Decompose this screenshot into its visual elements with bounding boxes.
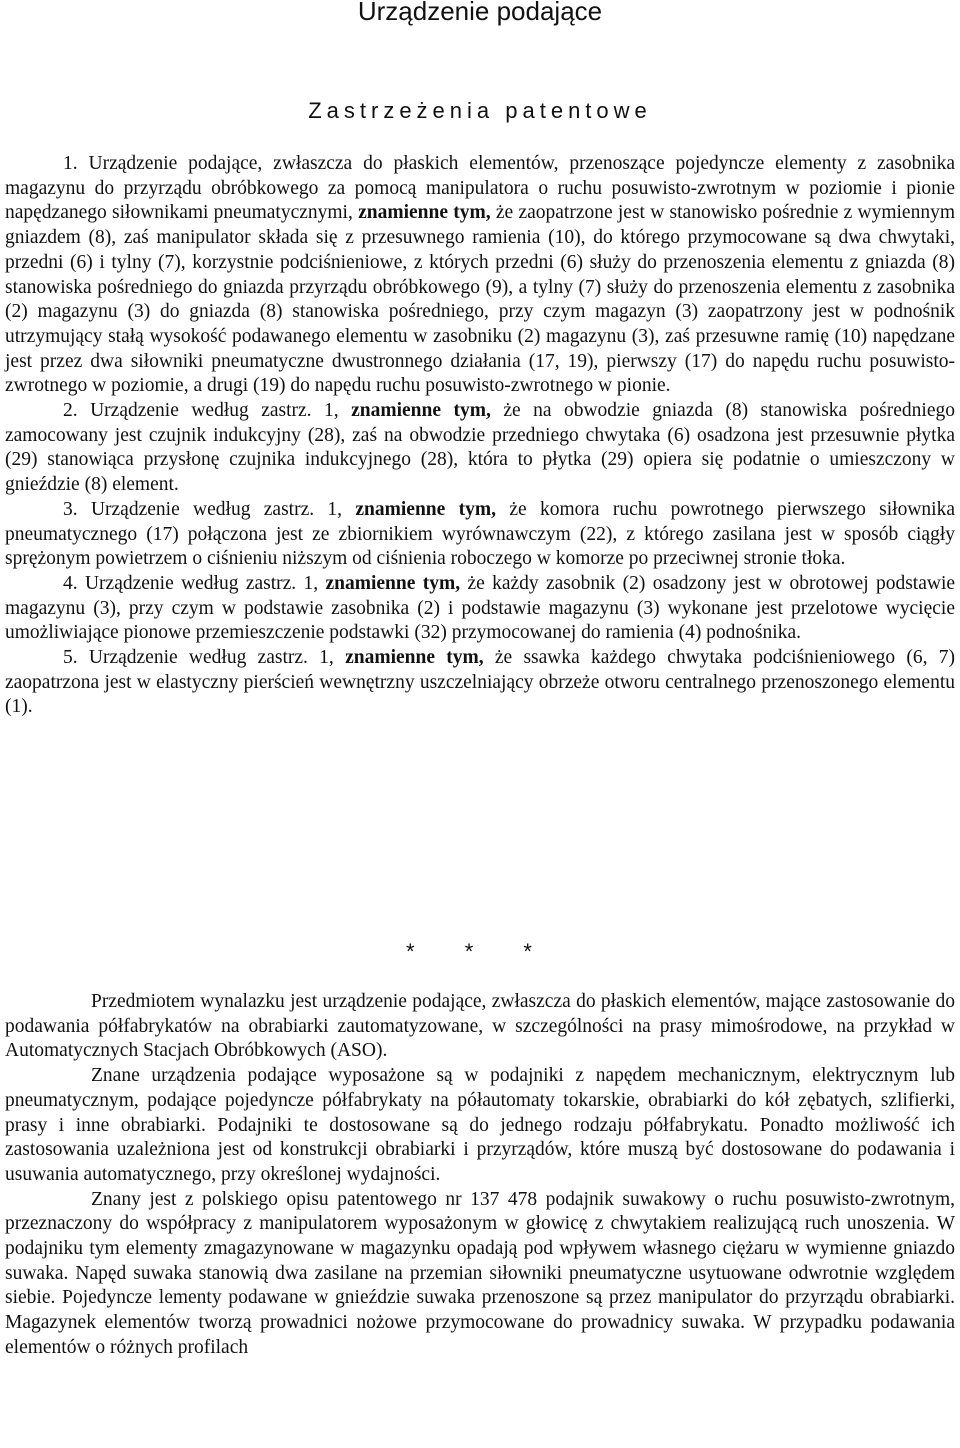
claim-text: że zaopatrzone jest w stanowisko pośrednie z wymiennym gniazdem (8), zaś manipulator składa się z przesuwnego ramienia (10), do którego przymocowane są dwa chwytaki, przedni (6) i tylny (7), korzystnie podciśnieniowe, z których przedni (6) służy do przenoszenia elementu z gniazda (8) stanowiska pośredniego do gniazda przyrządu obróbkowego (9), a tylny (7) służy do przenoszenia elementu z zasobnika (2) magazynu (3) do gniazda (8) stanowiska pośredniego, przy czym magazyn (3) zaopatrzony jest w podnośnik utrzymujący stałą wysokość podawanego elementu w zasobniku (2) magazynu (3), zaś przesuwne ramię (10) napędzane jest przez dwa siłowniki pneumatyczne dwustronnego działania (17, 19), pierwszy (17) do napędu ruchu posuwisto-zwrotnego w poziomie, a drugi (19) do napędu ruchu posuwisto-zwrotnego w pionie. [5, 202, 955, 397]
claims-list [5, 152, 955, 720]
description [5, 990, 955, 1361]
section-separator: * * * [406, 939, 554, 964]
claim-keyword: znamienne tym, [358, 202, 491, 224]
claim-4 [5, 572, 955, 646]
claim-5 [5, 646, 955, 720]
claim-lead: 4. Urządzenie według zastrz. 1, [63, 572, 319, 594]
description-paragraph: Znany jest z polskiego opisu patentowego nr 137 478 podajnik suwakowy o ruchu posuwisto-zwrotnym, przeznaczony do współpracy z manipulatorem wyposażonym w głowicę z chwytakiem realizującą ruch unoszenia. W podajniku tym elementy zmagazynowane w magazynku opadają pod wpływem własnego ciężaru w wymienne gniazdo suwaka. Napęd suwaka stanowią dwa zasilane na przemian siłowniki pneumatyczne usytuowane odwrotnie względem siebie. Pojedyncze lementy podawane w gnieździe suwaka przenoszone są przez manipulator do przyrządu obrabiarki. Magazynek elementów tworzą prowadnici nożowe przymocowane do prowadnicy suwaka. W przypadku podawania elementów o różnych profilach [5, 1188, 955, 1358]
claim-keyword: znamienne tym, [355, 498, 496, 520]
claim-2 [5, 399, 955, 498]
claim-lead: 3. Urządzenie według zastrz. 1, [63, 498, 343, 520]
description-paragraph: Znane urządzenia podające wyposażone są w podajniki z napędem mechanicznym, elektrycznym lub pneumatycznym, podające pojedyncze półfabrykaty na półautomaty tokarskie, obrabiarki do kół zębatych, szlifierki, prasy i inne obrabiarki. Podajniki te dostosowane są do jednego rodzaju półfabrykatu. Ponadto możliwość ich zastosowania uzależniona jest od konstrukcji obrabiarki i przyrządów, które muszą być dostosowane do podawania i usuwania automatycznego, przy określonej wydajności. [5, 1065, 955, 1185]
claim-lead: 1. Urządzenie podające, zwłaszcza do płaskich elementów, przenoszące pojedyncze elementy z zasobnika magazynu do przyrządu obróbkowego za pomocą manipulatora o ruchu posuwisto-zwrotnym w poziomie i pionie napędzanego siłownikami pneumatycznymi, [5, 153, 955, 224]
claim-text: że komora ruchu powrotnego pierwszego siłownika pneumatycznego (17) połączona jest ze zbiornikiem wyrównawczym (22), z którego zasilana jest w sposób ciągły sprężonym powietrzem o ciśnieniu niższym od ciśnienia roboczego w komorze po przeciwnej stronie tłoka. [5, 498, 955, 570]
document-title: Urządzenie podające [357, 0, 603, 26]
claim-text: że na obwodzie gniazda (8) stanowiska pośredniego zamocowany jest czujnik indukcyjny (28), zaś na obwodzie przedniego chwytaka (6) osadzona jest przesuwnie płytka (29) stanowiąca przysłonę czujnika indukcyjnego (28), która to płytka (29) opiera się podatnie o umieszczony w gnieździe (8) element. [5, 400, 955, 496]
section-heading: Zastrzeżenia patentowe [308, 98, 652, 123]
claim-keyword: znamienne tym, [351, 400, 491, 422]
claim-text: że ssawka każdego chwytaka podciśnieniowego (6, 7) zaopatrzona jest w elastyczny pierścień wewnętrzny uszczelniający obrzeże otworu centralnego przenoszonego elementu (1). [5, 647, 956, 718]
claim-1 [5, 152, 955, 399]
claim-text: że każdy zasobnik (2) osadzony jest w obrotowej podstawie magazynu (3), przy czym w podstawie zasobnika (2) i podstawie magazynu (3) wykonane jest przelotowe wycięcie umożliwiające pionowe przemieszczenie podstawki (32) przymocowanej do ramienia (4) podnośnika. [5, 572, 956, 644]
claim-lead: 5. Urządzenie według zastrz. 1, [63, 647, 334, 669]
claim-lead: 2. Urządzenie według zastrz. 1, [63, 400, 339, 422]
claim-keyword: znamienne tym, [345, 647, 484, 669]
description-paragraph: Przedmiotem wynalazku jest urządzenie podające, zwłaszcza do płaskich elementów, mające zastosowanie do podawania półfabrykatów na obrabiarki zautomatyzowane, w szczególności na prasy mimośrodowe, na przykład w Automatycznych Stacjach Obróbkowych (ASO). [5, 991, 955, 1062]
claim-3 [5, 498, 955, 572]
claim-keyword: znamienne tym, [325, 572, 461, 594]
